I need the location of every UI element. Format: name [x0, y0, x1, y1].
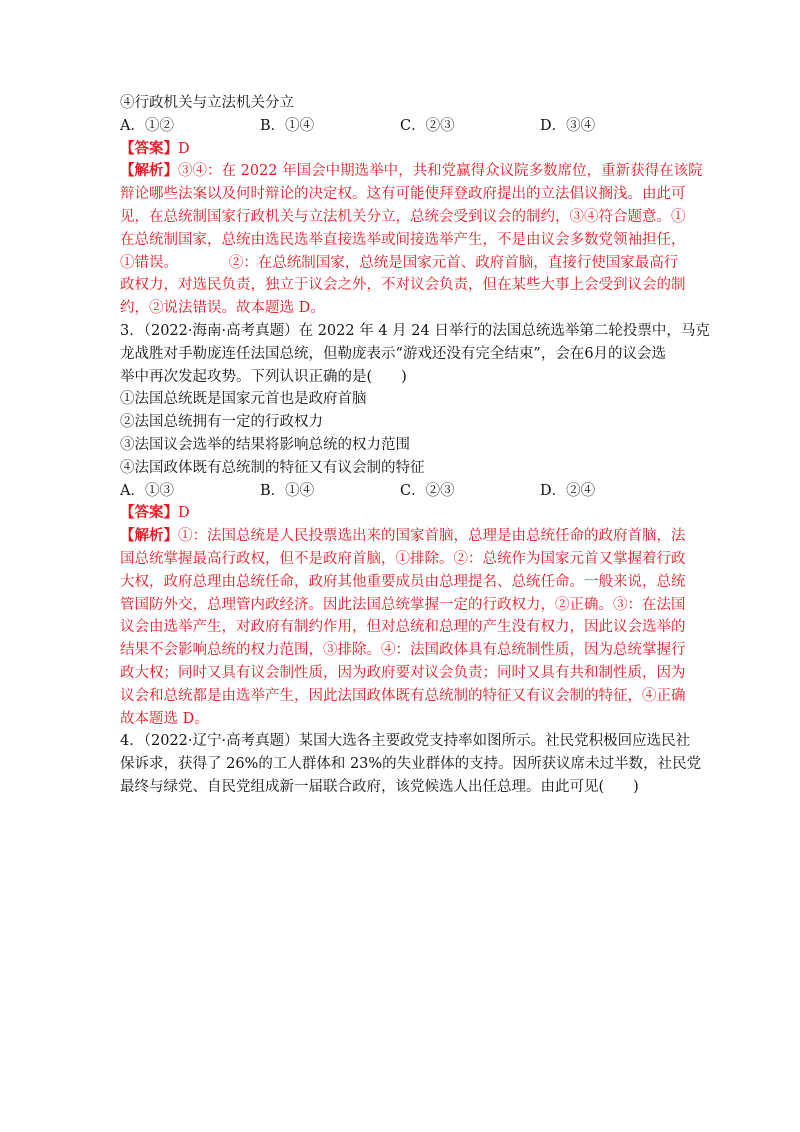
q3-item: ①法国总统既是国家元首也是政府首脑: [120, 391, 367, 408]
q3-item: ④法国政体既有总统制的特征又有议会制的特征: [120, 459, 425, 476]
q2-option-d: D．③④: [540, 117, 596, 134]
q2-answer: [120, 138, 680, 161]
q2-option-c: C．②③: [400, 117, 455, 134]
q3-option-b: B．①④: [260, 482, 315, 499]
q2-analysis-line: 【解析】③④：在 2022 年国会中期选举中，共和党赢得众议院多数席位，重新获得在该院: [120, 162, 703, 180]
q2-option-b: B．①④: [260, 117, 315, 134]
q2-item-4: ④行政机关与立法机关分立: [120, 95, 294, 111]
q2-analysis-line: 见，在总统制国家行政机关与立法机关分立，总统会受到议会的制约，③④符合题意。①: [120, 208, 686, 225]
q4-stem-line: 最终与绿党、自民党组成新一届联合政府，该党候选人出任总理。由此可见( ): [120, 778, 639, 795]
q4-stem-line: 保诉求，获得了 26%的工人群体和 23%的失业群体的支持。因所获议席未过半数，社民党: [120, 756, 702, 773]
q2-analysis-line: ①错误。 ②：在总统制国家，总统是国家元首、政府首脑，直接行使国家最高行: [120, 254, 679, 271]
q2-options: [120, 115, 680, 138]
q3-analysis: [120, 525, 686, 730]
q2-analysis: [120, 160, 703, 320]
q3-answer: [120, 502, 680, 525]
q3-stem-line: 3．（2022·海南·高考真题）在 2022 年 4 月 24 日举行的法国总统选举第二轮投票中，马克: [120, 322, 710, 339]
q3-analysis-line: 大权，政府总理由总统任命，政府其他重要成员由总理提名、总统任命。一般来说，总统: [120, 573, 686, 590]
q3-option-d: D．②④: [540, 482, 596, 499]
q3-items: [120, 388, 680, 479]
page-content: [120, 92, 710, 799]
q3-answer-tag: 【答案】: [120, 504, 178, 522]
q3-analysis-line: 【解析】①：法国总统是人民投票选出来的国家首脑，总理是由总统任命的政府首脑，法: [120, 527, 686, 545]
q3-option-c: C．②③: [400, 482, 455, 499]
q3-analysis-line: 故本题选 D。: [120, 710, 209, 727]
q3-analysis-line: 议会由选举产生，对政府有制约作用，但对总统和总理的产生没有权力，因此议会选举的: [120, 619, 686, 636]
q4-stem-line: 4．（2022·辽宁·高考真题）某国大选各主要政党支持率如图所示。社民党积极回应选民社: [120, 733, 691, 750]
q3-analysis-line: 结果不会影响总统的权力范围，③排除。④：法国政体具有总统制性质，因为总统掌握行: [120, 642, 686, 659]
q3-stem-line: 龙战胜对手勒庞连任法国总统，但勒庞表示“游戏还没有完全结束”，会在6月的议会选: [120, 345, 667, 362]
q2-option-a: A．①②: [120, 117, 174, 134]
q2-analysis-line: 约，②说法错误。故本题选 D。: [120, 300, 325, 317]
q3-item: ②法国总统拥有一定的行政权力: [120, 414, 323, 431]
q2-answer-value: D: [178, 140, 190, 157]
q3-answer-value: D: [178, 505, 190, 522]
q3-analysis-tag: 【解析】: [120, 527, 178, 545]
q3-analysis-line: 国总统掌握最高行政权，但不是政府首脑，①排除。②：总统作为国家元首又掌握着行政: [120, 550, 686, 567]
q3-analysis-line: 管国防外交，总理管内政经济。因此法国总统掌握一定的行政权力，②正确。③：在法国: [120, 596, 686, 613]
q2-analysis-line: 在总统制国家，总统由选民选举直接选举或间接选举产生，不是由议会多数党领袖担任，: [120, 231, 686, 248]
q2-answer-tag: 【答案】: [120, 139, 178, 157]
q2-analysis-line: 政权力，对选民负责，独立于议会之外，不对议会负责，但在某些大事上会受到议会的制: [120, 277, 686, 294]
q2-analysis-line: 辩论哪些法案以及何时辩论的决定权。这有可能使拜登政府提出的立法倡议搁浅。由此可: [120, 186, 686, 203]
q3-options: [120, 480, 680, 503]
q3-stem: [120, 320, 710, 388]
q3-stem-line: 举中再次发起攻势。下列认识正确的是( ): [120, 368, 407, 385]
q4-stem: [120, 730, 702, 798]
q3-analysis-line: 政大权；同时又具有议会制性质，因为政府要对议会负责；同时又具有共和制性质，因为: [120, 664, 686, 681]
q3-option-a: A．①③: [120, 482, 174, 499]
q2-analysis-tag: 【解析】: [120, 162, 178, 180]
q3-item: ③法国议会选举的结果将影响总统的权力范围: [120, 436, 410, 453]
q3-analysis-line: 议会和总统都是由选举产生，因此法国政体既有总统制的特征又有议会制的特征，④正确: [120, 687, 686, 704]
